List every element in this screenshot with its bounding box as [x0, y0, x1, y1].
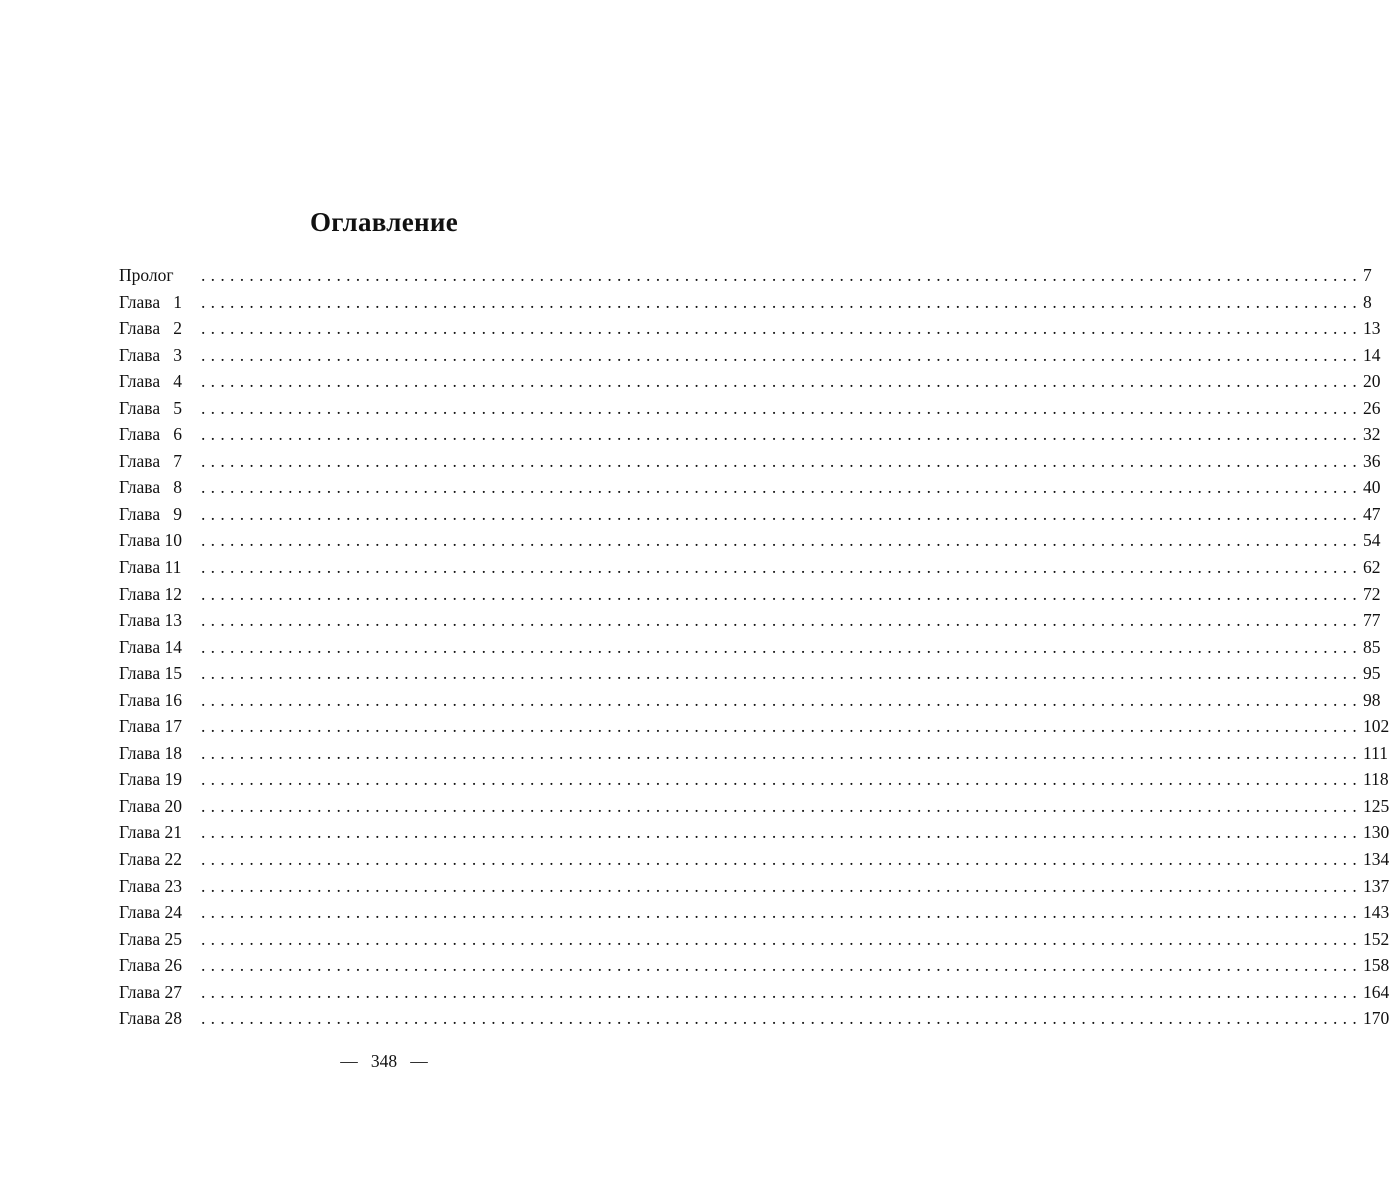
dot-leader: ........................................................................................................................: [201, 716, 1362, 737]
toc-entry-page: 7: [1363, 265, 1372, 285]
toc-entry: [119, 687, 1381, 714]
toc-entry-label: Глава 20: [119, 795, 182, 816]
toc-entry-label: Глава 23: [119, 875, 182, 896]
dot-leader: ........................................................................................................................: [201, 530, 1362, 551]
toc-entry-page: 26: [1363, 397, 1381, 418]
toc-entry-label: Глава 24: [119, 902, 182, 923]
toc-entry-page: 143: [1363, 902, 1389, 923]
toc-entry-page: 98: [1363, 689, 1381, 710]
dot-leader: ........................................................................................................................: [201, 875, 1362, 896]
dot-leader: ........................................................................................................................: [201, 822, 1362, 843]
toc-entry: [119, 713, 1389, 740]
dot-leader: ........................................................................................................................: [201, 955, 1362, 976]
toc-entry: [119, 501, 1381, 528]
toc-entry-page: 14: [1363, 344, 1381, 365]
toc-entry: [119, 315, 1381, 342]
toc-entry: [119, 421, 1381, 448]
toc-entry-label: Глава 19: [119, 769, 182, 790]
dot-leader: ........................................................................................................................: [201, 477, 1362, 498]
dot-leader: ........................................................................................................................: [201, 318, 1362, 339]
toc-entry-label: Глава 28: [119, 1008, 182, 1029]
toc-entry: [119, 289, 1372, 316]
toc-entry: [119, 740, 1388, 767]
page-title: Оглавление: [310, 207, 458, 237]
toc-entry-label: Глава 1: [119, 291, 182, 312]
toc-entry-page: 125: [1363, 795, 1389, 816]
dot-leader: ........................................................................................................................: [201, 424, 1362, 445]
toc-entry-label: Глава 15: [119, 663, 182, 684]
toc-entry: [119, 634, 1381, 661]
toc-entry-label: Глава 4: [119, 371, 182, 392]
toc-entry-label: Глава 5: [119, 397, 182, 418]
toc-entry-label: Глава 6: [119, 424, 182, 445]
dot-leader: ........................................................................................................................: [201, 371, 1362, 392]
dot-leader: ........................................................................................................................: [201, 742, 1362, 763]
dot-leader: ........................................................................................................................: [201, 928, 1362, 949]
toc-entry-page: 54: [1363, 530, 1381, 551]
dot-leader: ........................................................................................................................: [201, 981, 1362, 1002]
toc-entry-page: 137: [1363, 875, 1389, 896]
toc-entry: [119, 766, 1389, 793]
toc-entry-page: 47: [1363, 503, 1381, 524]
toc-entry-page: 130: [1363, 822, 1389, 843]
toc-entry: [119, 979, 1389, 1006]
dot-leader: ........................................................................................................................: [201, 344, 1362, 365]
toc-entry-label: Глава 8: [119, 477, 182, 498]
dot-leader: ........................................................................................................................: [201, 610, 1362, 631]
toc-entry-label: Глава 26: [119, 955, 182, 976]
toc-entry-page: 20: [1363, 371, 1381, 392]
toc-entry-page: 164: [1363, 981, 1389, 1002]
dot-leader: ........................................................................................................................: [201, 689, 1362, 710]
toc-entry-page: 32: [1363, 424, 1381, 445]
toc-entry-label: Глава 10: [119, 530, 182, 551]
page-number: — 348 —: [340, 1051, 428, 1071]
toc-entry-label: Глава 13: [119, 610, 182, 631]
dot-leader: ........................................................................................................................: [201, 795, 1362, 816]
toc-entry-label: Глава 18: [119, 742, 182, 763]
toc-entry-label: Глава 9: [119, 503, 182, 524]
dot-leader: ........................................................................................................................: [201, 849, 1362, 870]
toc-entry: [119, 262, 1372, 289]
toc-entry: [119, 846, 1389, 873]
toc-entry-label: Глава 17: [119, 716, 182, 737]
toc-entry: [119, 1005, 1389, 1032]
toc-entry: [119, 899, 1389, 926]
toc-entry-page: 13: [1363, 318, 1381, 339]
toc-entry: [119, 368, 1381, 395]
toc-entry-page: 40: [1363, 477, 1381, 498]
toc-entry-page: 170: [1363, 1008, 1389, 1029]
toc-entry-page: 85: [1363, 636, 1381, 657]
toc-entry-label: Глава 27: [119, 981, 182, 1002]
toc-entry-page: 72: [1363, 583, 1381, 604]
toc-entry-label: Глава 11: [119, 557, 182, 578]
dot-leader: ........................................................................................................................: [201, 397, 1362, 418]
toc-entry-label: Пролог: [119, 265, 174, 285]
toc-entry-page: 134: [1363, 849, 1389, 870]
toc-entry: [119, 819, 1389, 846]
toc-entry-label: Глава 14: [119, 636, 182, 657]
dot-leader: ........................................................................................................................: [201, 583, 1362, 604]
toc-entry-page: 62: [1363, 557, 1381, 578]
table-of-contents: [119, 262, 1389, 1032]
dot-leader: ........................................................................................................................: [201, 1008, 1362, 1029]
toc-entry: [119, 342, 1381, 369]
toc-entry-label: Глава 21: [119, 822, 182, 843]
toc-entry: [119, 793, 1389, 820]
toc-entry-page: 158: [1363, 955, 1389, 976]
toc-entry-page: 77: [1363, 610, 1381, 631]
toc-entry-page: 102: [1363, 716, 1389, 737]
dot-leader: ........................................................................................................................: [201, 503, 1362, 524]
toc-entry-page: 118: [1363, 769, 1389, 790]
toc-entry: [119, 527, 1381, 554]
toc-entry-label: Глава 22: [119, 849, 182, 870]
toc-entry: [119, 474, 1381, 501]
toc-entry-page: 36: [1363, 450, 1381, 471]
dot-leader: ........................................................................................................................: [201, 291, 1362, 312]
dot-leader: ........................................................................................................................: [201, 557, 1362, 578]
dot-leader: ........................................................................................................................: [201, 902, 1362, 923]
toc-entry: [119, 554, 1381, 581]
toc-entry: [119, 395, 1381, 422]
dot-leader: ........................................................................................................................: [201, 265, 1362, 285]
toc-entry: [119, 581, 1381, 608]
dot-leader: ........................................................................................................................: [201, 663, 1362, 684]
dot-leader: ........................................................................................................................: [201, 769, 1362, 790]
toc-entry-label: Глава 2: [119, 318, 182, 339]
toc-entry: [119, 660, 1381, 687]
toc-entry: [119, 926, 1389, 953]
toc-entry-page: 111: [1363, 742, 1388, 763]
toc-entry-page: 8: [1363, 291, 1372, 312]
toc-entry: [119, 952, 1389, 979]
toc-entry-page: 152: [1363, 928, 1389, 949]
dot-leader: ........................................................................................................................: [201, 450, 1362, 471]
dot-leader: ........................................................................................................................: [201, 636, 1362, 657]
toc-entry: [119, 448, 1381, 475]
toc-entry-label: Глава 25: [119, 928, 182, 949]
toc-entry: [119, 607, 1381, 634]
toc-entry-label: Глава 12: [119, 583, 182, 604]
toc-entry-label: Глава 16: [119, 689, 182, 710]
toc-entry-label: Глава 7: [119, 450, 182, 471]
toc-entry: [119, 873, 1389, 900]
toc-entry-label: Глава 3: [119, 344, 182, 365]
toc-entry-page: 95: [1363, 663, 1381, 684]
